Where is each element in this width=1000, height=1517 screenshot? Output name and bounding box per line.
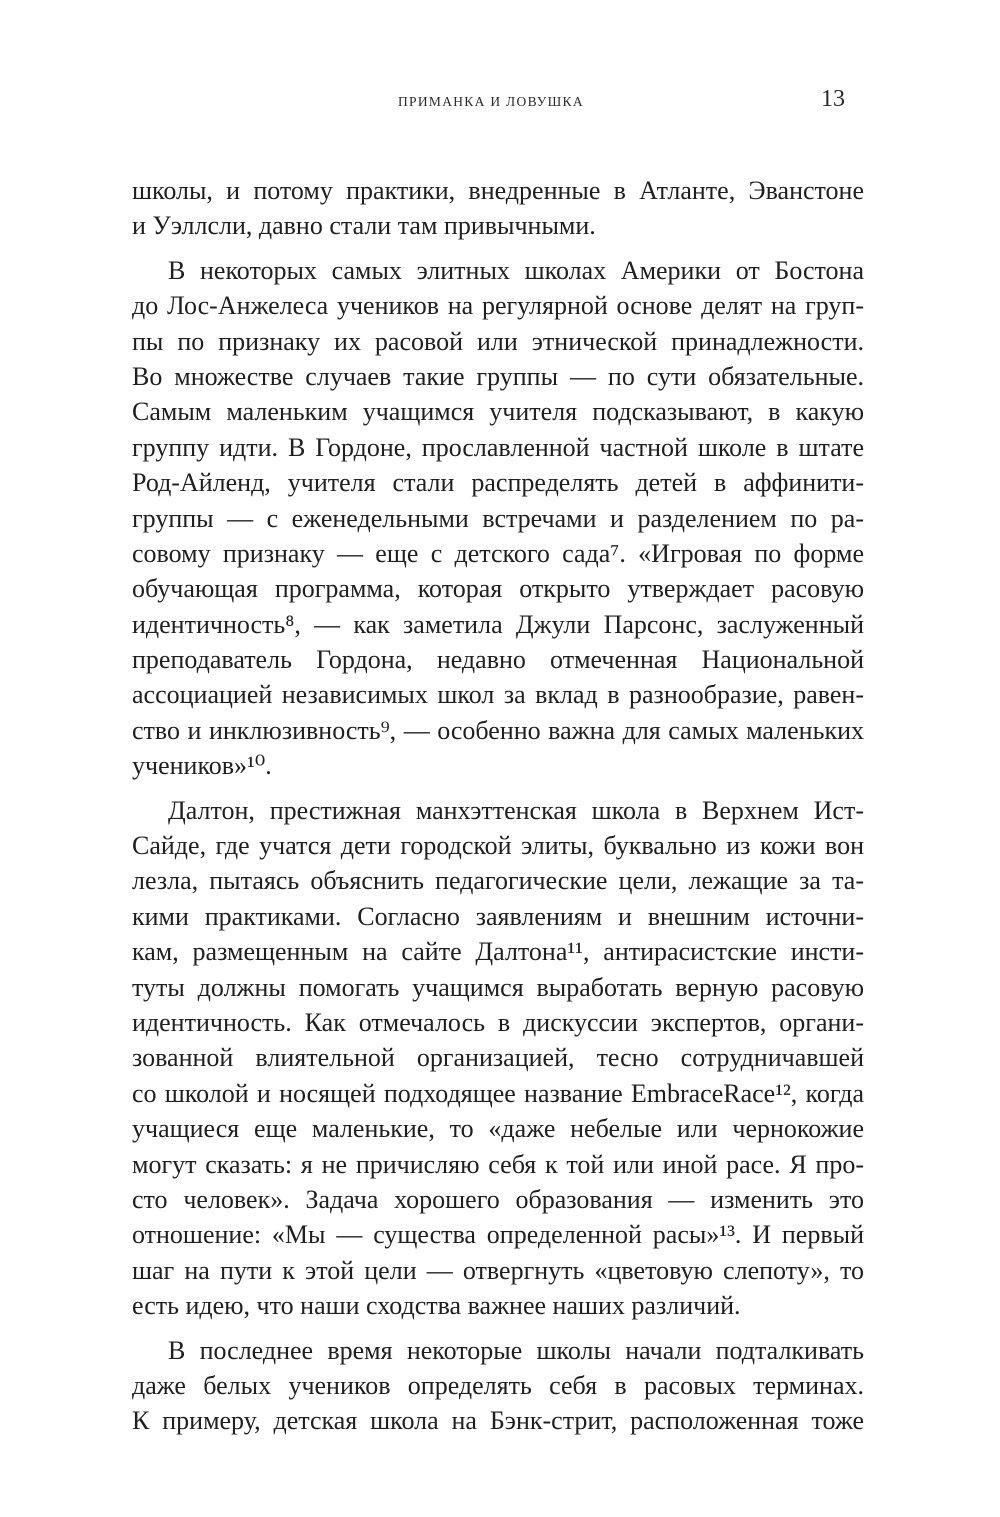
text-line: Род-Айленд, учителя стали распределять детей в аффинити-: [132, 468, 864, 498]
text-line: Сайде, где учатся дети городской элиты, буквально из кожи вон: [132, 831, 864, 861]
text-line: К примеру, детская школа на Бэнк-стрит, расположенная тоже: [132, 1406, 864, 1436]
text-line: шаг на пути к этой цели — отвергнуть «цветовую слепоту», то: [132, 1255, 864, 1285]
paragraph: [132, 1333, 864, 1439]
text-line: кими практиками. Согласно заявлениям и внешним источни-: [132, 901, 864, 931]
page-number: 13: [821, 86, 845, 112]
text-line: преподаватель Гордона, недавно отмеченная Национальной: [132, 645, 864, 675]
text-line: со школой и носящей подходящее название EmbraceRace¹², когда: [132, 1078, 864, 1108]
running-title: ПРИМАНКА И ЛОВУШКА: [398, 94, 584, 109]
text-line: идентичность. Как отмечалось в дискуссии экспертов, органи-: [132, 1007, 864, 1037]
text-line: школы, и потому практики, внедренные в Атланте, Эванстоне: [132, 176, 864, 205]
text-line: могут сказать: я не причисляю себя к той или иной расе. Я про-: [132, 1149, 864, 1179]
text-line: даже белых учеников определять себя в расовых терминах.: [132, 1370, 864, 1400]
text-line: пы по признаку их расовой или этнической принадлежности.: [132, 326, 864, 356]
text-line: отношение: «Мы — существа определенной расы»¹³. И первый: [132, 1220, 864, 1250]
text-line: учеников»¹⁰.: [132, 751, 272, 781]
text-line: группы — с еженедельными встречами и разделением по ра-: [132, 503, 864, 533]
paragraph: [132, 173, 864, 244]
text-line: есть идею, что наши сходства важнее наших различий.: [132, 1291, 741, 1321]
text-line: до Лос-Анжелеса учеников на регулярной основе делят на груп-: [132, 291, 864, 321]
text-line: группу идти. В Гордоне, прославленной частной школе в штате: [132, 432, 864, 462]
text-line: ство и инклюзивность⁹, — особенно важна для самых маленьких: [132, 715, 864, 745]
text-line: сто человек». Задача хорошего образования — изменить это: [132, 1184, 864, 1214]
paragraph: [132, 793, 864, 1324]
text-line: идентичность⁸, — как заметила Джули Парсонс, заслуженный: [132, 609, 864, 639]
text-line: обучающая программа, которая открыто утверждает расовую: [132, 574, 864, 604]
text-line: Далтон, престижная манхэттенская школа в Верхнем Ист-: [168, 795, 864, 825]
text-line: зованной влиятельной организацией, тесно сотрудничавшей: [132, 1043, 864, 1073]
text-line: кам, размещенным на сайте Далтона¹¹, антирасистские инсти-: [132, 937, 864, 967]
text-line: совому признаку — еще с детского сада⁷. «Игровая по форме: [132, 538, 864, 568]
body-text: [132, 173, 864, 1439]
text-line: Самым маленьким учащимся учителя подсказывают, в какую: [132, 397, 864, 427]
text-line: В некоторых самых элитных школах Америки от Бостона: [168, 255, 864, 285]
text-line: туты должны помогать учащимся выработать верную расовую: [132, 972, 864, 1002]
text-line: Во множестве случаев такие группы — по сути обязательные.: [132, 361, 864, 391]
text-line: лезла, пытаясь объяснить педагогические цели, лежащие за та-: [132, 866, 864, 896]
text-line: В последнее время некоторые школы начали подталкивать: [168, 1335, 864, 1365]
text-line: и Уэллсли, давно стали там привычными.: [132, 211, 596, 241]
paragraph: [132, 253, 864, 784]
text-line: учащиеся еще маленькие, то «даже небелые или чернокожие: [132, 1114, 864, 1144]
text-line: ассоциацией независимых школ за вклад в разнообразие, равен-: [132, 680, 864, 710]
